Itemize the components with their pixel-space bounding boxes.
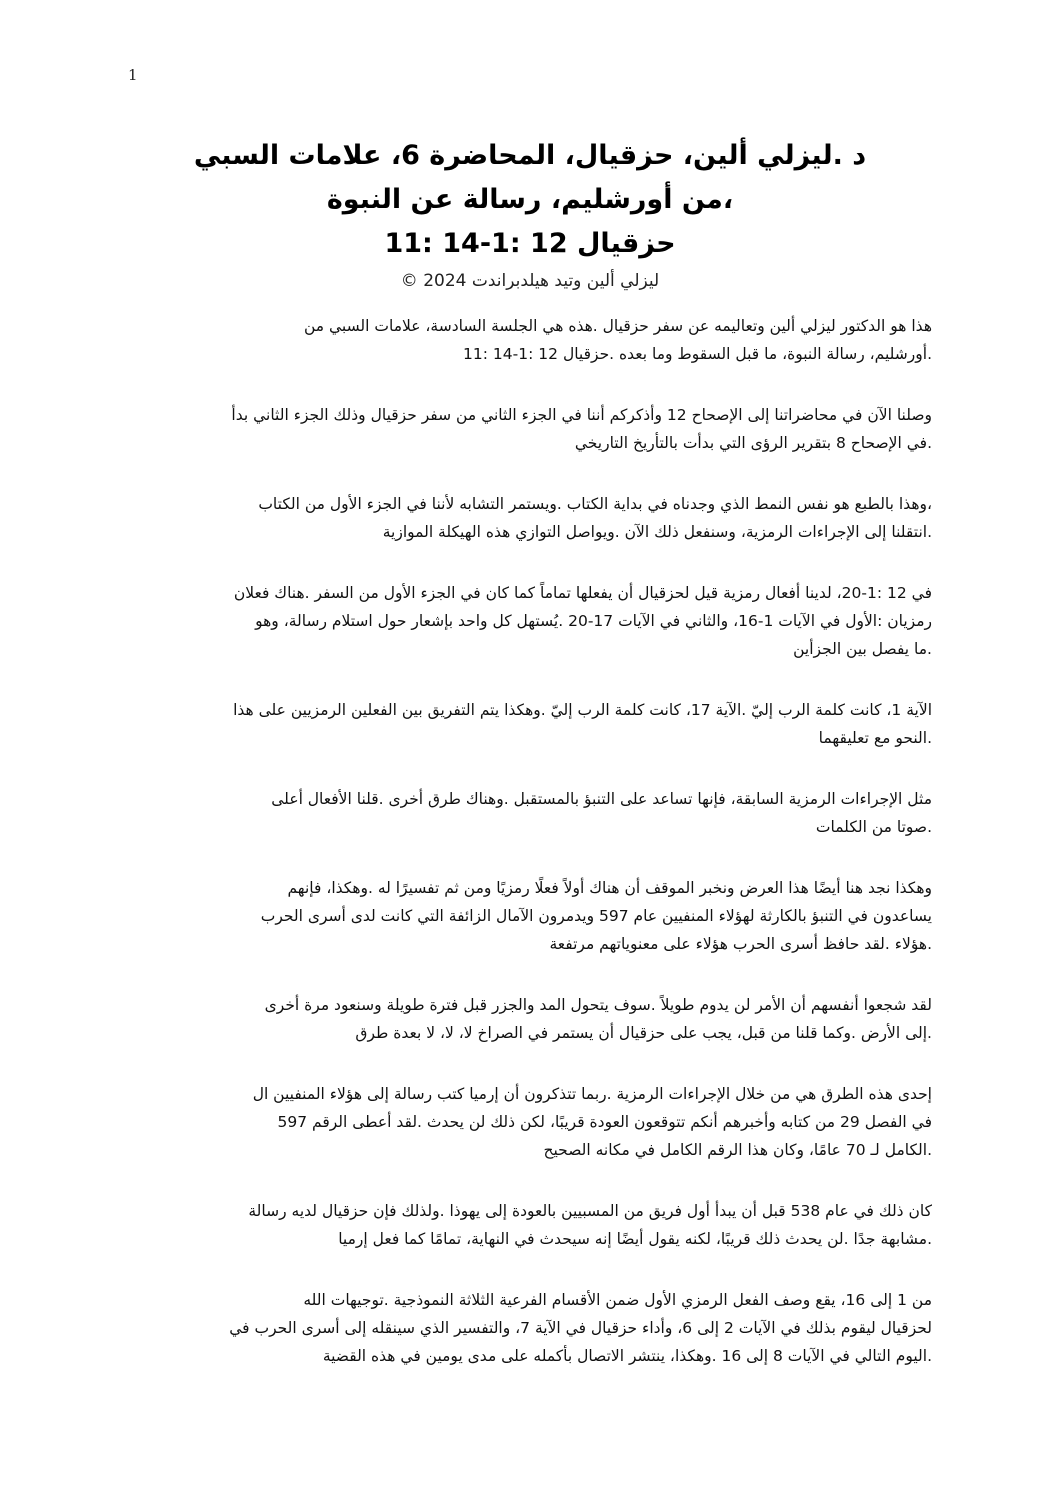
paragraph-line: .هؤلاء .لقد حافظ أسرى الحرب هؤلاء على معنوياتهم مرتفعة [549, 935, 932, 953]
paragraph-line: .النحو مع تعليقهما [818, 729, 932, 747]
paragraph-line: هذا هو الدكتور ليزلي ألين وتعاليمه عن سفر حزقيال .هذه هي الجلسة السادسة، علامات السبي من [303, 317, 932, 335]
paragraph-line: وهكذا نجد هنا أيضًا هذا العرض ونخبر الموقف أن هناك أولاً فعلًا رمزيًا ومن ثم تفسيرًا له .وهكذا، فإنهم [287, 879, 932, 897]
paragraph-line: ،وهذا بالطبع هو نفس النمط الذي وجدناه في بداية الكتاب .ويستمر التشابه لأننا في الجزء الأول من الكتاب [258, 495, 932, 513]
paragraph-line: .الكامل لـ 70 عامًا، وكان هذا الرقم الكامل في مكانه الصحيح [543, 1141, 932, 1159]
paragraph-line: كان ذلك في عام 538 قبل أن يبدأ أول فريق من المسبيين بالعودة إلى يهوذا .ولذلك فإن حزقيال لديه رسالة [248, 1202, 932, 1220]
paragraph-line: مثل الإجراءات الرمزية السابقة، فإنها تساعد على التنبؤ بالمستقبل .وهناك طرق أخرى .قلنا الأفعال أعلى [271, 790, 932, 808]
paragraph-line: في الفصل 29 من كتابه وأخبرهم أنكم تتوقعون العودة قريبًا، لكن ذلك لن يحدث .لقد أعطى الرقم 597 [277, 1113, 932, 1131]
paragraph-line: .إلى الأرض .وكما قلنا من قبل، يجب على حزقيال أن يستمر في الصراخ لا، لا، لا بعدة طرق [355, 1024, 932, 1042]
paragraph [132, 401, 932, 457]
paragraph-line: إحدى هذه الطرق هي من خلال الإجراءات الرمزية .ربما تتذكرون أن إرميا كتب رسالة إلى هؤلاء المنفيين ال [252, 1085, 932, 1103]
paragraph-line: .صوتا من الكلمات [815, 818, 932, 836]
paragraph-line: .ما يفصل بين الجزأين [793, 640, 932, 658]
paragraph [132, 490, 932, 546]
title-block [140, 134, 920, 296]
paragraph [132, 696, 932, 752]
paragraph-line: وصلنا الآن في محاضراتنا إلى الإصحاح 12 وأذكركم أننا في الجزء الثاني من سفر حزقيال وذلك الجزء الثاني بدأ [231, 406, 932, 424]
paragraph-line: .اليوم التالي في الآيات 8 إلى 16 .وهكذا، ينتشر الاتصال بأكمله على مدى يومين في هذه القضية [322, 1347, 932, 1365]
paragraph-line: في 12 :1-20، لدينا أفعال رمزية قيل لحزقيال أن يفعلها تماماً كما كان في الجزء الأول من السفر .هناك فعلان [233, 584, 932, 602]
paragraph-line: .في الإصحاح 8 بتقرير الرؤى التي بدأت بالتأريخ التاريخي [574, 434, 932, 452]
paragraph-line: رمزيان :الأول في الآيات 1-16، والثاني في الآيات 17-20 .يُستهل كل واحد بإشعار حول استلام رسالة، وهو [255, 612, 932, 630]
paragraph [132, 312, 932, 368]
paragraph-line: .مشابهة جدًا .لن يحدث ذلك قريبًا، لكنه يقول أيضًا إنه سيحدث في النهاية، تمامًا كما فعل إرميا [338, 1230, 932, 1248]
paragraph-line: .أورشليم، رسالة النبوة، ما قبل السقوط وما بعده .حزقيال 12 :1-14 :11 [463, 345, 932, 363]
paragraph-line: .انتقلنا إلى الإجراءات الرمزية، وسنفعل ذلك الآن .ويواصل التوازي هذه الهيكلة الموازية [382, 523, 932, 541]
paragraph-line: من 1 إلى 16، يقع وصف الفعل الرمزي الأول ضمن الأقسام الفرعية الثلاثة النموذجية .توجيهات الله [303, 1291, 932, 1309]
paragraph-line: يساعدون في التنبؤ بالكارثة لهؤلاء المنفيين عام 597 ويدمرون الآمال الزائفة التي كانت لدى أسرى الحرب [260, 907, 932, 925]
paragraph [132, 1286, 932, 1370]
paragraph [132, 785, 932, 841]
paragraph [132, 874, 932, 958]
paragraph-line: لحزقيال ليقوم بذلك في الآيات 2 إلى 6، وأداء حزقيال في الآية 7، والتفسير الذي سينقله إلى أسرى الحرب في [229, 1319, 932, 1337]
title-line-1: د .ليزلي ألين، حزقيال، المحاضرة 6، علامات السبي [193, 140, 867, 171]
title-line-3: حزقيال 12 :1-14 :11 [384, 228, 676, 259]
paragraph-line: لقد شجعوا أنفسهم أن الأمر لن يدوم طويلاً .سوف يتحول المد والجزر قبل فترة طويلة وسنعود مرة أخرى [264, 996, 932, 1014]
title-line-2: ،من أورشليم، رسالة عن النبوة [326, 184, 734, 215]
paragraph-line: الآية 1، كانت كلمة الرب إليّ .الآية 17، كانت كلمة الرب إليّ .وهكذا يتم التفريق بين الفعلين الرمزيين على هذا [233, 701, 932, 719]
document-body [132, 312, 932, 1403]
paragraph [132, 1080, 932, 1164]
copyright-line: ليزلي ألين وتيد هيلدبراندت 2024 © [400, 271, 660, 291]
page-number: 1 [128, 66, 138, 84]
paragraph [132, 991, 932, 1047]
paragraph [132, 1197, 932, 1253]
paragraph [132, 579, 932, 663]
